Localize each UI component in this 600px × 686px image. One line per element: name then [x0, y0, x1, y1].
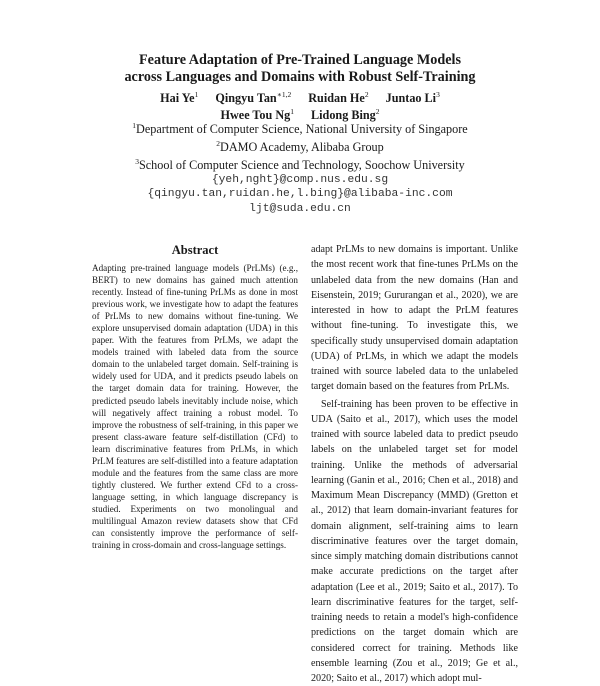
- affiliation: $^2$DAMO Academy, Alibaba Group: [0, 137, 600, 155]
- author-name: Juntao Li: [386, 91, 436, 105]
- paper-title: [0, 52, 600, 85]
- abstract-body: [92, 262, 298, 551]
- author-list: [0, 88, 600, 122]
- affiliation: $^3$School of Computer Science and Technology, Soochow University: [0, 155, 600, 173]
- body-paragraph: adapt PrLMs to new domains is important. Unlike the most recent work that fine-tunes PrLMs on the unlabeled data from the new domains (Han and Eisenstein, 2019; Gururangan et al., 2020), we are interested in how to adapt the PrLM features without fine-tuning. To investigate this, we specifically study unsupervised domain adaptation (UDA) of PrLMs, in which we adapt the models trained with source labeled data to the unlabeled target domain based on the features from PrLMs.: [311, 242, 518, 395]
- affiliations: [0, 119, 600, 217]
- author-name: Qingyu Tan: [215, 91, 276, 105]
- email: {qingyu.tan,ruidan.he,l.bing}@alibaba-inc.com: [0, 187, 600, 202]
- author-line-2: Hwee Tou Ng$^1$ Lidong Bing$^2$: [0, 105, 600, 122]
- intro-column: [311, 242, 518, 686]
- author-name: Hai Ye: [160, 91, 194, 105]
- abstract-heading: Abstract: [92, 243, 298, 258]
- email: ljt@suda.edu.cn: [0, 202, 600, 217]
- author-line-1: Hai Ye$^1$ Qingyu Tan$^{∗1,2}$ Ruidan He$^2$ Juntao Li$^3$: [0, 88, 600, 105]
- body-paragraph: Self-training has been proven to be effective in UDA (Saito et al., 2017), which uses the model trained with source labeled data to predict pseudo labels on the unlabeled target set for model training. Unlike the methods of adversarial learning (Ganin et al., 2016; Chen et al., 2018) and Maximum Mean Discrepancy (MMD) (Gretton et al., 2012) that learn domain-invariant features for domain alignment, self-training aims to learn discriminative features over the target domain, since simply matching domain distributions cannot make accurate predictions on the target after adaptation (Lee et al., 2019; Saito et al., 2017). To learn discriminative features for the target, self-training needs to retain a model's high-confidence predictions on the target domain which are considered correct for training. Methods like ensemble learning (Zou et al., 2019; Ge et al., 2020; Saito et al., 2017) which adopt mul-: [311, 397, 518, 686]
- author-name: Lidong Bing: [311, 108, 376, 122]
- title-line-1: Feature Adaptation of Pre-Trained Language Models: [0, 52, 600, 69]
- affiliation: $^1$Department of Computer Science, National University of Singapore: [0, 119, 600, 137]
- author-name: Ruidan He: [308, 91, 365, 105]
- title-line-2: across Languages and Domains with Robust Self-Training: [0, 69, 600, 86]
- abstract-text: Adapting pre-trained language models (PrLMs) (e.g., BERT) to new domains has gained much attention recently. Instead of fine-tuning PrLMs as done in most previous work, we investigate how to adapt the features of PrLMs to new domains without fine-tuning. We explore unsupervised domain adaptation (UDA) in this paper. With the features from PrLMs, we adapt the models trained with labeled data from the source domain to the unlabeled target domain. Self-training is widely used for UDA, and it predicts pseudo labels on the target domain data for training. However, the predicted pseudo labels inevitably include noise, which will negatively affect training a robust model. To improve the robustness of self-training, in this paper we present class-aware feature self-distillation (CFd) to learn discriminative features from PrLMs, in which PrLM features are self-distilled into a feature adaptation module and the features from the same class are more tightly clustered. We further extend CFd to a cross-language setting, in which language discrepancy is studied. Experiments on two monolingual and multilingual Amazon review datasets show that CFd can consistently improve the performance of self-training in cross-domain and cross-language settings.: [92, 262, 298, 551]
- email: {yeh,nght}@comp.nus.edu.sg: [0, 173, 600, 188]
- author-name: Hwee Tou Ng: [221, 108, 291, 122]
